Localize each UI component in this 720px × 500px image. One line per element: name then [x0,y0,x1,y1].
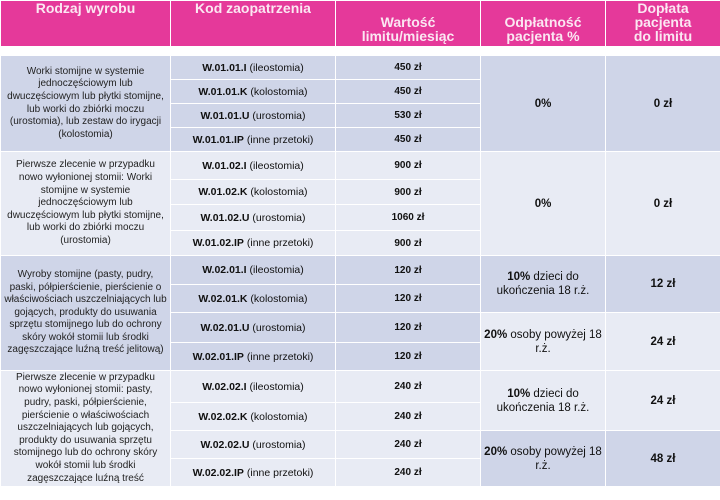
limit-value: 450 zł [336,80,481,104]
limit-value: 900 zł [336,231,481,256]
supply-code: W.01.02.I (ileostomia) [171,152,336,180]
limit-value: 240 zł [336,403,481,431]
supply-code: W.01.02.IP (inne przetoki) [171,231,336,256]
patient-surcharge: 0 zł [606,56,720,152]
limit-value: 900 zł [336,152,481,180]
header-supply-code: Kod zaopatrzenia [171,1,336,47]
patient-surcharge: 0 zł [606,152,720,256]
patient-share: 0% [481,152,606,256]
patient-surcharge-children: 24 zł [606,371,720,431]
limit-value: 530 zł [336,104,481,128]
patient-share-children: 10% dzieci do ukończenia 18 r.ż. [481,256,606,313]
header-limit-value: Wartość limitu/miesiąc [336,1,481,47]
supply-code: W.01.01.IP (inne przetoki) [171,128,336,152]
limit-value: 1060 zł [336,205,481,231]
limit-value: 240 zł [336,371,481,403]
limit-value: 120 zł [336,313,481,343]
header-product-type: Rodzaj wyrobu [1,1,171,47]
patient-surcharge-adults: 48 zł [606,431,720,487]
supply-code: W.01.01.K (kolostomia) [171,80,336,104]
table-row [1,152,720,180]
limit-value: 450 zł [336,128,481,152]
patient-share-adults: 20% osoby powyżej 18 r.ż. [481,431,606,487]
supply-code: W.02.02.U (urostomia) [171,431,336,459]
patient-share-children: 10% dzieci do ukończenia 18 r.ż. [481,371,606,431]
limit-value: 120 zł [336,285,481,313]
patient-share: 0% [481,56,606,152]
product-description: Pierwsze zlecenie w przypadku nowo wyłonionej stomii: pasty, pudry, paski, półpierścienie, pierścienie o właściwościach uszczelniających lub gojących, produkty do usuwania sprzętu stomijnego lub do ochrony skóry wokół stomii lub środki zagęszczające luźną treść [1,371,171,487]
patient-surcharge-children: 12 zł [606,256,720,313]
supply-code: W.02.01.IP (inne przetoki) [171,343,336,371]
supply-code: W.02.01.U (urostomia) [171,313,336,343]
supply-code: W.02.01.K (kolostomia) [171,285,336,313]
patient-share-adults: 20% osoby powyżej 18 r.ż. [481,313,606,371]
product-description: Wyroby stomijne (pasty, pudry, paski, półpierścienie, pierścienie o właściwościach uszczelniających lub gojących, produkty do usuwania sprzętu stomijnego lub do ochrony skóry wokół stomii lub środki zagęszczające luźną treść jelitową) [1,256,171,371]
header-patient-share: Odpłatność pacjenta % [481,1,606,47]
limit-value: 450 zł [336,56,481,80]
header-patient-surcharge: Dopłata pacjenta do limitu [606,1,720,47]
supply-code: W.02.01.I (ileostomia) [171,256,336,285]
limit-value: 120 zł [336,343,481,371]
patient-surcharge-adults: 24 zł [606,313,720,371]
product-description: Pierwsze zlecenie w przypadku nowo wyłonionej stomii: Worki stomijne w systemie jednoczęściowym lub dwuczęściowym lub płytki stomijne, lub worki do zbiórki moczu (urostomia) [1,152,171,256]
limit-value: 240 zł [336,459,481,487]
table-row [1,56,720,80]
product-description: Worki stomijne w systemie jednoczęściowym lub dwuczęściowym lub płytki stomijne, lub worki do zbiórki moczu (urostomia), lub zestaw do irygacji (kolostomia) [1,56,171,152]
supply-code: W.02.02.IP (inne przetoki) [171,459,336,487]
supply-code: W.01.02.U (urostomia) [171,205,336,231]
supply-code: W.01.01.U (urostomia) [171,104,336,128]
limit-value: 900 zł [336,180,481,205]
limit-value: 120 zł [336,256,481,285]
supply-code: W.01.01.I (ileostomia) [171,56,336,80]
supply-code: W.02.02.I (ileostomia) [171,371,336,403]
header-row [1,1,720,47]
table-row [1,256,720,285]
supply-code: W.02.02.K (kolostomia) [171,403,336,431]
supply-code: W.01.02.K (kolostomia) [171,180,336,205]
limit-value: 240 zł [336,431,481,459]
table-row [1,371,720,403]
